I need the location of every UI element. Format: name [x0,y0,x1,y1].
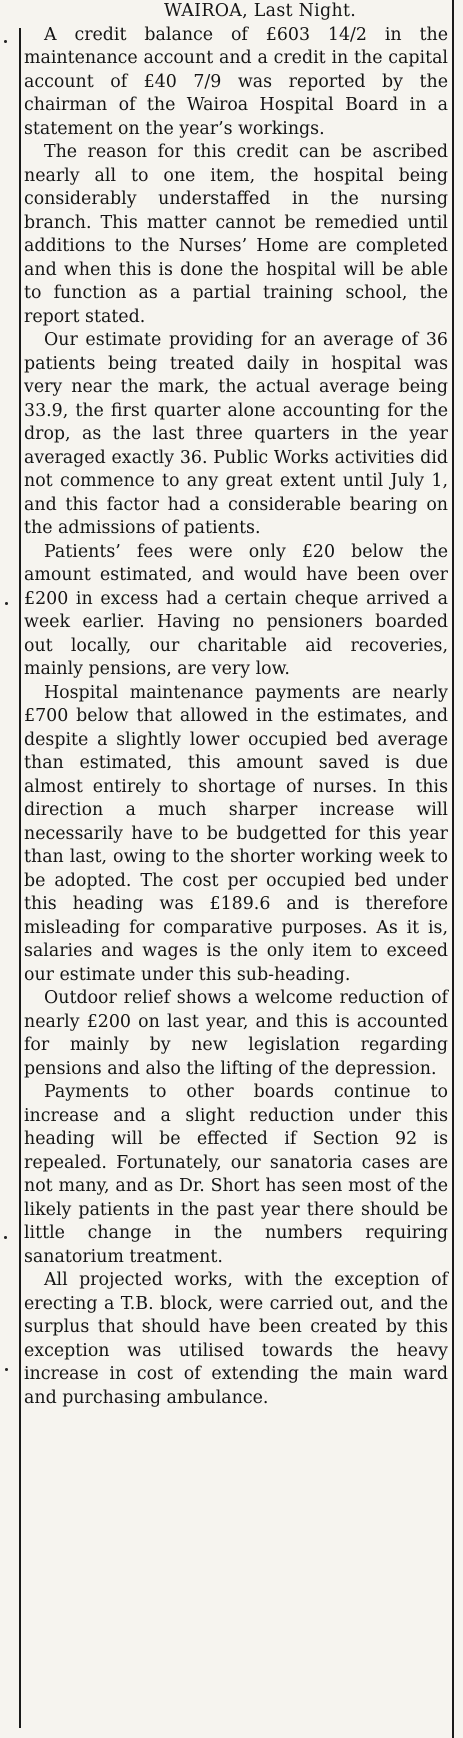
print-speck [4,1236,7,1239]
article-paragraph: Hospital maintenance payments are nearly £700 below that allowed in the estimates, and despite a slightly lower occupied bed average than estimated, this amount saved is due almost entirely to shortage of nurses. In this direction a much sharper increase will necessarily have to be budgetted for this year than last, owing to the shorter working week to be adopted. The cost per occupied bed under this heading was £189.6 and is therefore misleading for comparative purposes. As it is, salaries and wages is the only item to exceed our estimate under this sub-heading. [24,682,448,985]
print-speck [5,1368,8,1371]
article-paragraph: All projected works, with the exception of erecting a T.B. block, were carried out, and the surplus that should have been created by this exception was utilised towards the heavy increase in cost of extending the main ward and purchasing ambulance. [24,1270,448,1408]
article-paragraph: Patients’ fees were only £20 below the amount estimated, and would have been over £200 in excess had a certain cheque arrived a week earlier. Having no pensioners boarded out locally, our charitable aid recoveries, mainly pensions, are very low. [24,541,448,679]
print-speck [4,40,7,43]
article-paragraph: The reason for this credit can be ascribed nearly all to one item, the hospital being considerably understaffed in the nursing branch. This matter cannot be remedied until additions to the Nurses’ Home are completed and when this is done the hospital will be able to function as a partial training school, the report stated. [24,142,448,327]
article-paragraph: Payments to other boards continue to increase and a slight reduction under this heading will be effected if Section 92 is repealed. Fortunately, our sanatoria cases are not many, and as Dr. Short has seen most of the likely patients in the past year there should be little change in the numbers requiring sanatorium treatment. [24,1082,448,1267]
news-article [24,0,448,1410]
right-column-rule [452,0,454,1738]
article-paragraph: A credit balance of £603 14/2 in the maintenance account and a credit in the capital account of £40 7/9 was reported by the chairman of the Wairoa Hospital Board in a statement on the year’s workings. [24,24,448,139]
dateline: WAIROA, Last Night. [164,1,357,21]
print-speck [5,602,8,605]
article-paragraph: Our estimate providing for an average of 36 patients being treated daily in hospital was very near the mark, the actual average being 33.9, the first quarter alone accounting for the drop, as the last three quarters in the year averaged exactly 36. Public Works activities did not commence to any great extent until July 1, and this factor had a considerable bearing on the admissions of patients. [24,330,448,538]
article-paragraph: Outdoor relief shows a welcome reduction of nearly £200 on last year, and this is accounted for mainly by new legislation regarding pensions and also the lifting of the depression. [24,988,448,1079]
left-column-rule [19,28,21,1728]
